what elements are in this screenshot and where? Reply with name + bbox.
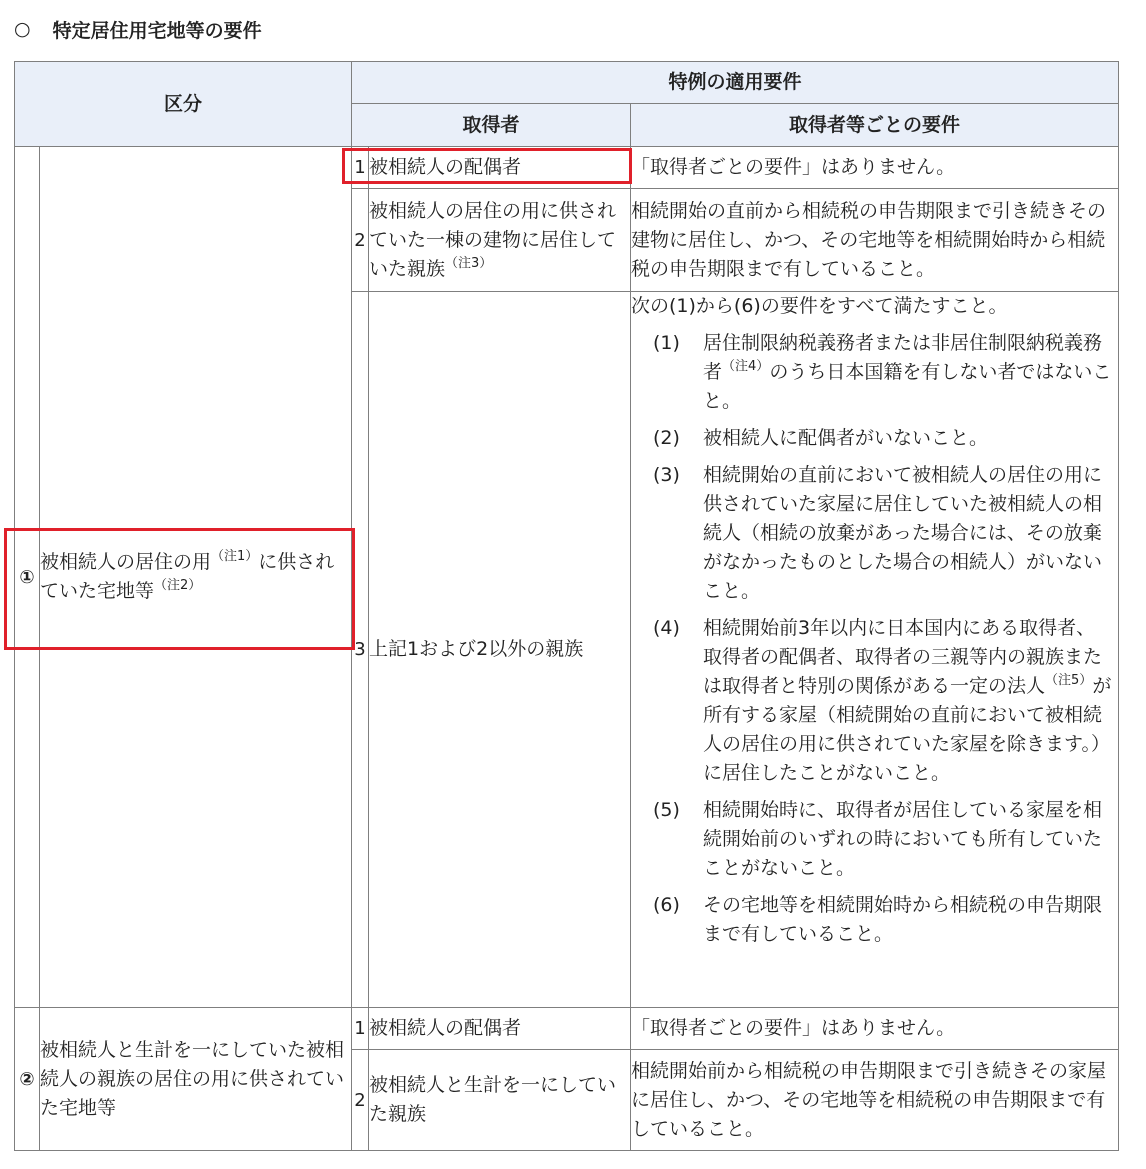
requirement-cell: 「取得者ごとの要件」はありません。 [631, 147, 1119, 189]
row-number: 1 [352, 147, 369, 189]
list-item: (5) 相続開始時に、取得者が居住している家屋を相続開始前のいずれの時においても所有していたことがないこと。 [653, 799, 1103, 879]
requirement-lead: 次の(1)から(6)の要件をすべて満たすこと。 [631, 295, 1008, 317]
row-number: 1 [352, 1008, 369, 1050]
header-acquirer: 取得者 [352, 104, 631, 147]
requirements-table [14, 61, 1119, 1151]
list-item: (4) 相続開始前3年以内に日本国内にある取得者、取得者の配偶者、取得者の三親等内の親族または取得者と特別の関係がある一定の法人$^{(注5)}$が所有する家屋（相続開始の直前において被相続人の居住の用に供されていた家屋を除きます。）に居住したことがないこと。 [653, 617, 1112, 784]
requirement-cell: 「取得者ごとの要件」はありません。 [631, 1008, 1119, 1050]
acquirer-cell: 上記1および2以外の親族 [369, 292, 631, 1008]
requirement-cell: 相続開始の直前から相続税の申告期限まで引き続きその建物に居住し、かつ、その宅地等を相続開始時から相続税の申告期限まで有していること。 [631, 189, 1119, 292]
category-cell: 被相続人と生計を一にしていた被相続人の親族の居住の用に供されていた宅地等 [40, 1008, 352, 1151]
acquirer-cell: 被相続人の配偶者 [369, 1008, 631, 1050]
table-row [15, 1008, 1119, 1050]
list-item: (3) 相続開始の直前において被相続人の居住の用に供されていた家屋に居住していた被相続人の相続人（相続の放棄があった場合には、その放棄がなかったものとした場合の相続人）がいないこと。 [653, 464, 1103, 602]
list-item: (2) 被相続人に配偶者がいないこと。 [653, 427, 989, 449]
row-number: 3 [352, 292, 369, 1008]
group-label: ② [15, 1008, 40, 1151]
group-label: ① [15, 147, 40, 1008]
acquirer-cell: 被相続人と生計を一にしていた親族 [369, 1050, 631, 1151]
list-item: (6) その宅地等を相続開始時から相続税の申告期限まで有していること。 [653, 894, 1103, 945]
section-title: 特定居住用宅地等の要件 [52, 19, 262, 42]
list-item: (1) 居住制限納税義務者または非居住制限納税義務者$^{(注4)}$のうち日本国籍を有しない者ではないこと。 [653, 332, 1112, 412]
header-requirements: 特例の適用要件 [352, 62, 1119, 104]
acquirer-cell: 被相続人の配偶者 [369, 147, 631, 189]
header-category: 区分 [15, 62, 352, 147]
section-heading [14, 12, 262, 46]
requirement-cell: 相続開始前から相続税の申告期限まで引き続きその家屋に居住し、かつ、その宅地等を相続税の申告期限まで有していること。 [631, 1050, 1119, 1151]
table-row [15, 147, 1119, 189]
header-per-acquirer: 取得者等ごとの要件 [631, 104, 1119, 147]
circle-bullet-icon: ○ [14, 18, 31, 40]
acquirer-cell: 被相続人の居住の用に供されていた一棟の建物に居住していた親族$^{(注3)}$ [369, 189, 631, 292]
row-number: 2 [352, 189, 369, 292]
row-number: 2 [352, 1050, 369, 1151]
category-cell: 被相続人の居住の用$^{(注1)}$に供されていた宅地等$^{(注2)}$ [40, 147, 352, 1008]
requirement-list-cell [631, 292, 1119, 1008]
